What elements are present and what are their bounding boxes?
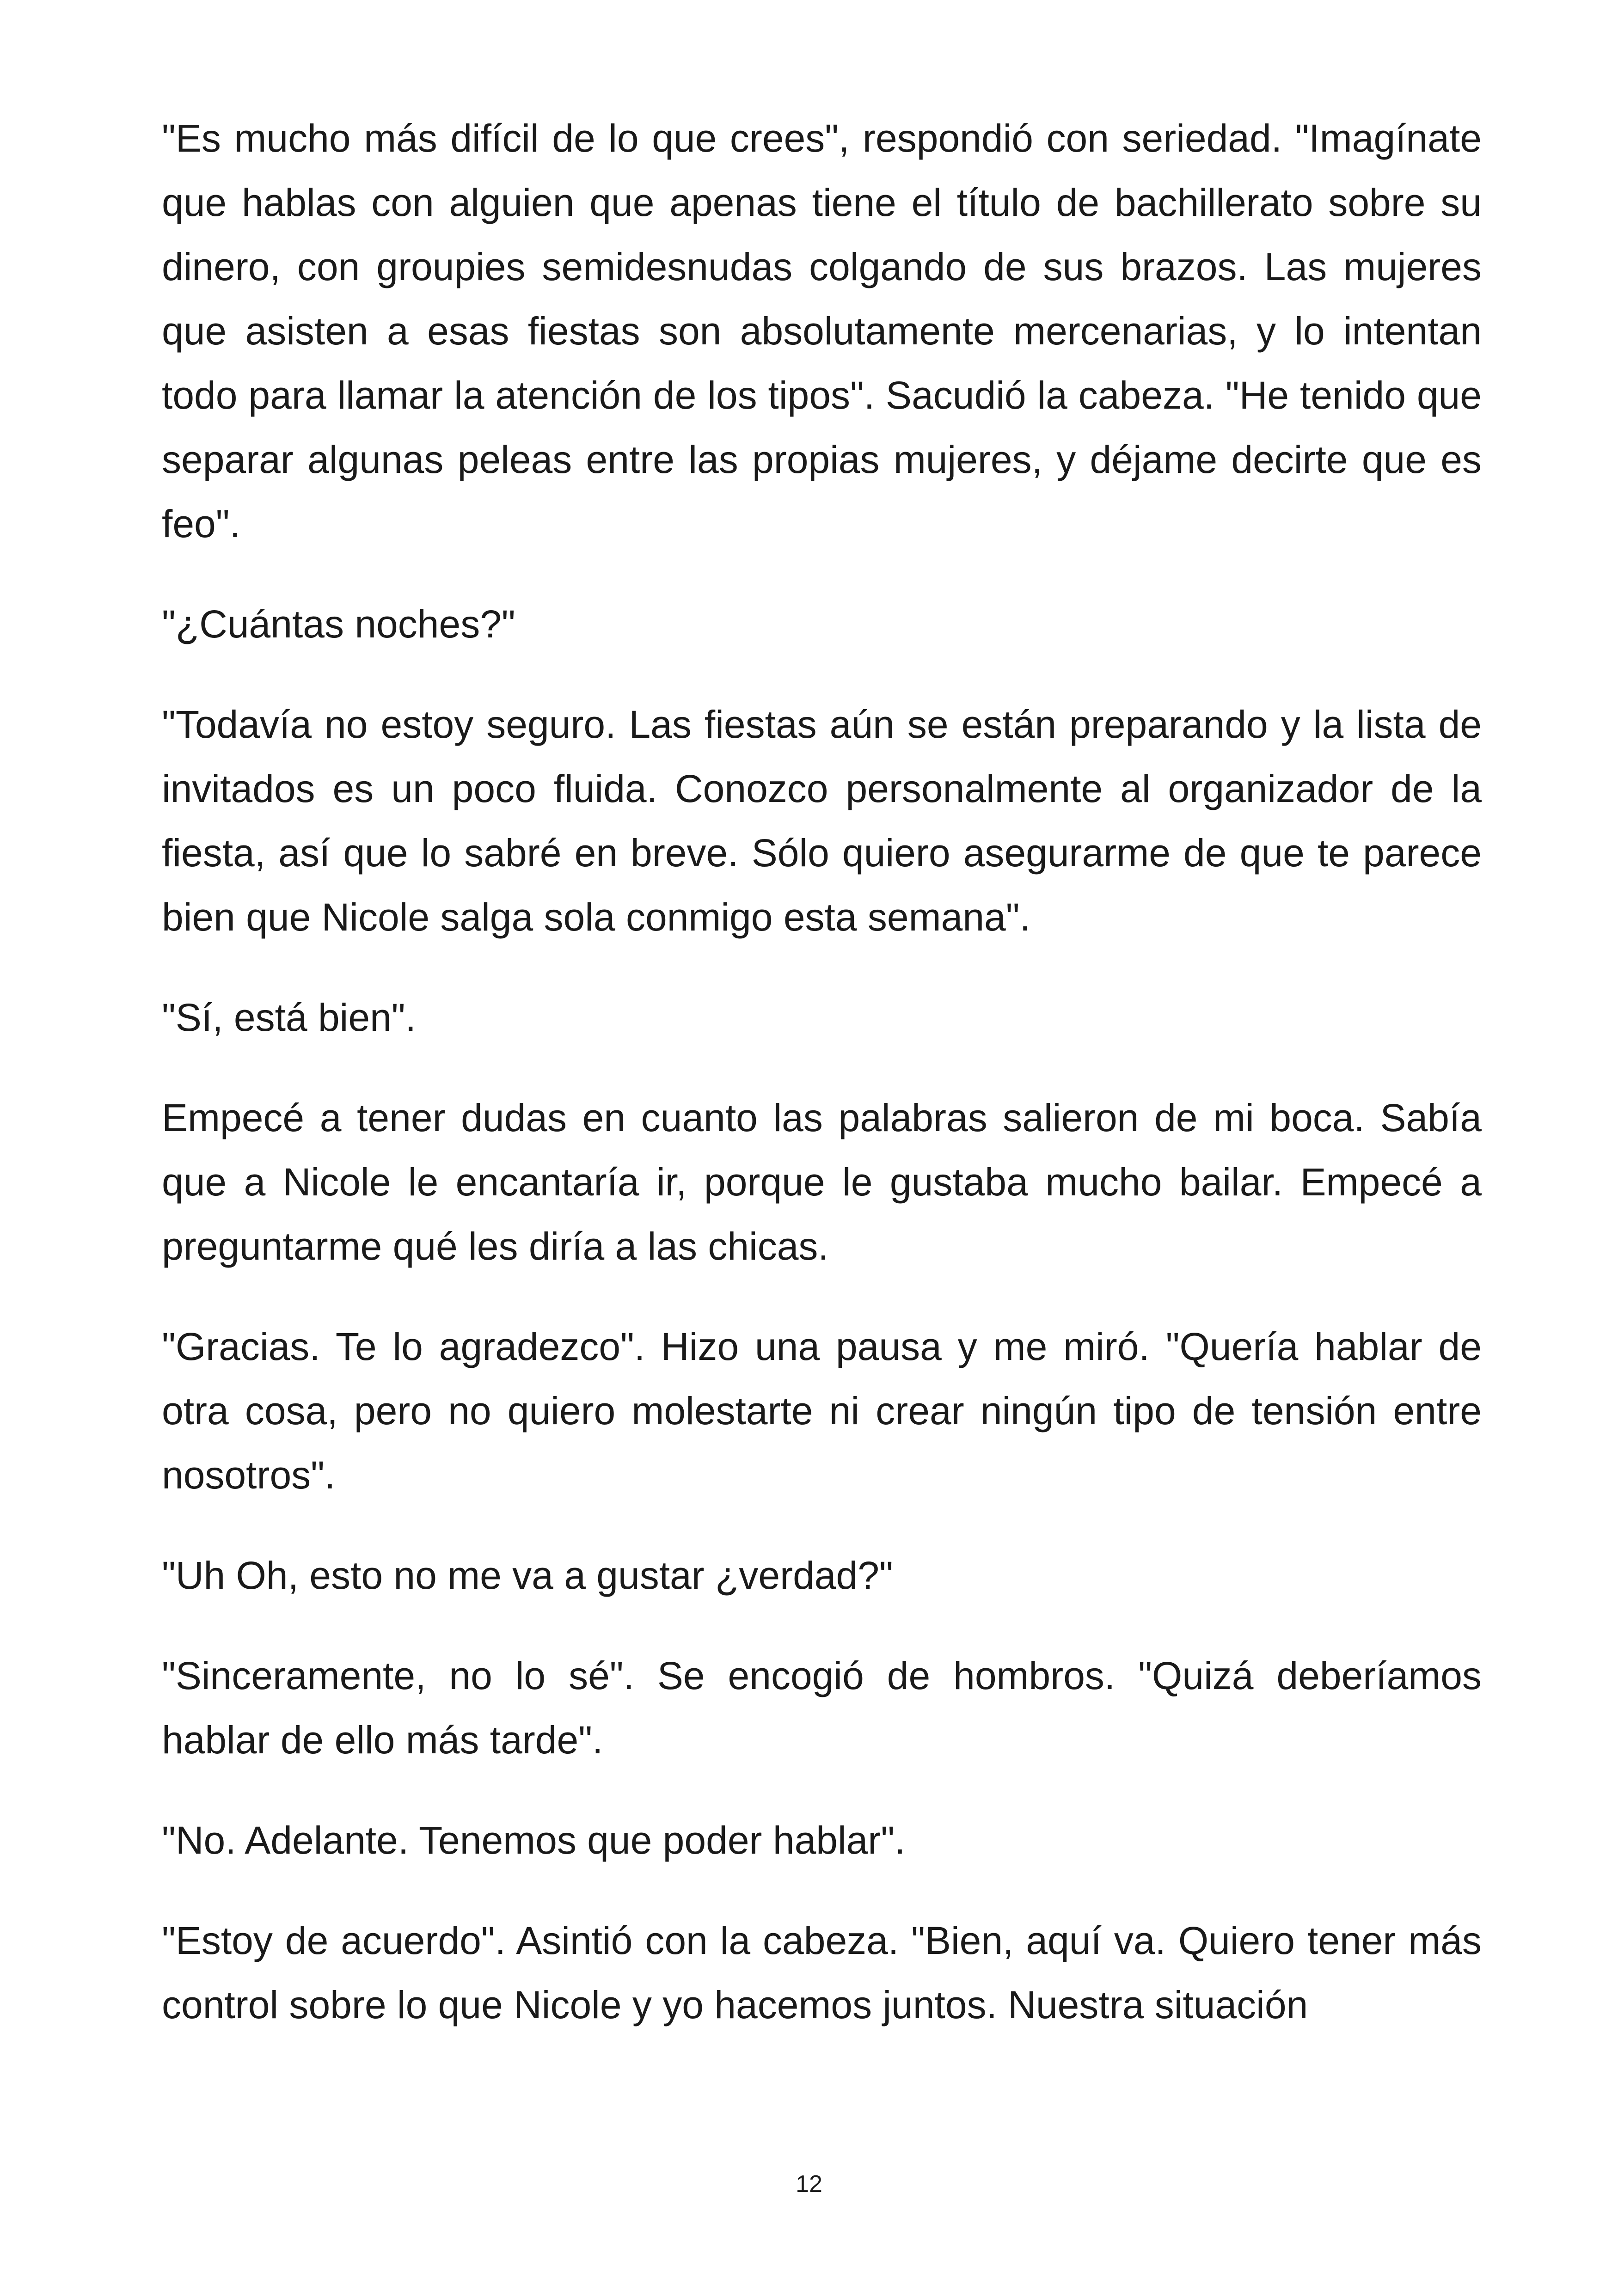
paragraph-2: "¿Cuántas noches?" (162, 602, 515, 646)
paragraph-10: "Estoy de acuerdo". Asintió con la cabeza. "Bien, aquí va. Quiero tener más control sobre lo que Nicole y yo hacemos juntos. Nuestra situación (162, 1919, 1482, 2027)
paragraph-5: Empecé a tener dudas en cuanto las palabras salieron de mi boca. Sabía que a Nicole le encantaría ir, porque le gustaba mucho bailar. Empecé a preguntarme qué les diría a las chicas. (162, 1096, 1482, 1268)
page-body (162, 106, 1482, 2073)
paragraph-4: "Sí, está bien". (162, 996, 416, 1039)
paragraph-6: "Gracias. Te lo agradezco". Hizo una pausa y me miró. "Quería hablar de otra cosa, pero no quiero molestarte ni crear ningún tipo de tensión entre nosotros". (162, 1325, 1482, 1497)
paragraph-8: "Sinceramente, no lo sé". Se encogió de hombros. "Quizá deberíamos hablar de ello más tarde". (162, 1654, 1482, 1762)
page-number: 12 (796, 2171, 822, 2198)
paragraph-7: "Uh Oh, esto no me va a gustar ¿verdad?" (162, 1554, 893, 1597)
paragraph-1: "Es mucho más difícil de lo que crees", respondió con seriedad. "Imagínate que hablas con alguien que apenas tiene el título de bachillerato sobre su dinero, con groupies semidesnudas colgando de sus brazos. Las mujeres que asisten a esas fiestas son absolutamente mercenarias, y lo intentan todo para llamar la atención de los tipos". Sacudió la cabeza. "He tenido que separar algunas peleas entre las propias mujeres, y déjame decirte que es feo". (162, 116, 1482, 545)
paragraph-3: "Todavía no estoy seguro. Las fiestas aún se están preparando y la lista de invitados es un poco fluida. Conozco personalmente al organizador de la fiesta, así que lo sabré en breve. Sólo quiero asegurarme de que te parece bien que Nicole salga sola conmigo esta semana". (162, 703, 1482, 939)
paragraph-9: "No. Adelante. Tenemos que poder hablar". (162, 1818, 906, 1862)
